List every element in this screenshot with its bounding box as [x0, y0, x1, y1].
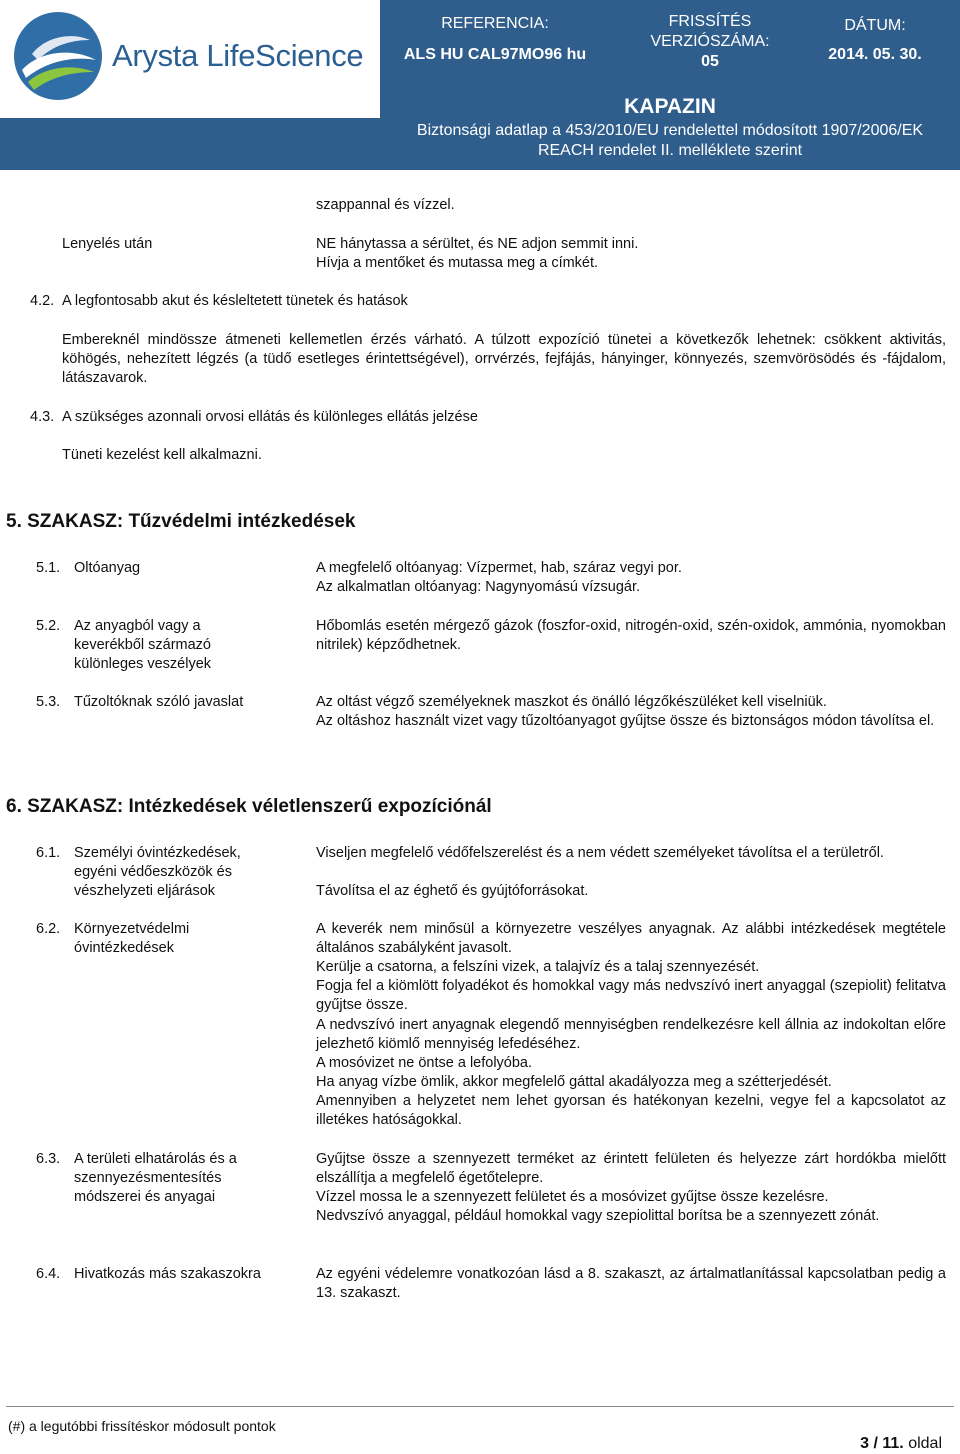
version-label-1: FRISSÍTÉS	[668, 13, 752, 30]
page-suffix: oldal	[903, 1435, 942, 1452]
section-4-3-number: 4.3.	[30, 409, 55, 425]
version-value: 05	[701, 53, 719, 70]
section-4-3-body: Tüneti kezelést kell alkalmazni.	[62, 447, 262, 463]
section-5-1-label: Oltóanyag	[74, 560, 141, 576]
section-6-3-text-1: Gyűjtse össze a szennyezett terméket az érintett felületen és helyezze zárt hordókba mielőtt elszállítja a megfelelő égetőtelepre.	[316, 1151, 946, 1186]
section-6-1-number: 6.1.	[36, 845, 61, 861]
section-6-3-label-3: módszerei és anyagai	[74, 1189, 216, 1205]
section-6-4-label: Hivatkozás más szakaszokra	[74, 1266, 261, 1282]
reference-value: ALS HU CAL97MO96 hu	[403, 46, 587, 63]
header-subtitle-1: Biztonsági adatlap a 453/2010/EU rendelettel módosított 1907/2006/EK	[416, 122, 924, 139]
logo	[0, 0, 380, 118]
section-6-2-text-5: A mosóvizet ne öntse a lefolyóba.	[316, 1055, 533, 1071]
ingestion-label: Lenyelés után	[62, 236, 153, 252]
section-5-3-text-1: Az oltást végző személyeknek maszkot és önálló légzőkészüléket kell viselniük.	[316, 694, 827, 710]
section-5-3-number: 5.3.	[36, 694, 61, 710]
section-4-2-body: Embereknél mindössze átmeneti kellemetlen érzés várható. A túlzott expozíció tünetei a következők lehetnek: csökkent aktivitás, köhögés, nehezített légzés (a tüdő esetleges érintettségével), orrvérzés, fejfájás, hányinger, könnyezés, szemvörösödés és -fájdalom, látászavarok.	[62, 332, 946, 386]
section-5-1-text-2: Az alkalmatlan oltóanyag: Nagynyomású vízsugár.	[316, 579, 641, 595]
section-6-1-label-3: vészhelyzeti eljárások	[74, 883, 216, 899]
section-6-2-label-2: óvintézkedések	[74, 940, 174, 956]
section-6-3-text-3: Nedvszívó anyaggal, például homokkal vagy szepiolittal borítsa be a szennyezett zónát.	[316, 1208, 880, 1224]
section-6-2-number: 6.2.	[36, 921, 61, 937]
section-5-2-text: Hőbomlás esetén mérgező gázok (foszfor-oxid, nitrogén-oxid, szén-oxidok, ammónia, nyomokban nitrilek) képződhetnek.	[316, 618, 946, 653]
section-5-2-label-1: Az anyagból vagy a	[74, 618, 201, 634]
section-4-2-number: 4.2.	[30, 293, 55, 309]
section-6-4-text: Az egyéni védelemre vonatkozóan lásd a 8. szakaszt, az ártalmatlanítással kapcsolatban pedig a 13. szakaszt.	[316, 1266, 946, 1301]
section-6-3-label-2: szennyezésmentesítés	[74, 1170, 222, 1186]
header-subtitle-2: REACH rendelet II. melléklete szerint	[537, 142, 803, 159]
section-6-4-number: 6.4.	[36, 1266, 61, 1282]
section-6-3-number: 6.3.	[36, 1151, 61, 1167]
section-6-1-label-1: Személyi óvintézkedések,	[74, 845, 241, 861]
section-5-3-label: Tűzoltóknak szóló javaslat	[74, 694, 244, 710]
section-6-3-label-1: A területi elhatárolás és a	[74, 1151, 237, 1167]
skin-contact-text: szappannal és vízzel.	[316, 197, 455, 213]
section-5-1-text-1: A megfelelő oltóanyag: Vízpermet, hab, száraz vegyi por.	[316, 560, 682, 576]
date-value: 2014. 05. 30.	[828, 46, 922, 63]
section-4-2-title: A legfontosabb akut és késleltetett tünetek és hatások	[62, 293, 408, 309]
footer-divider	[6, 1406, 954, 1407]
section-6-2-text-3: Fogja fel a kiömlött folyadékot és homokkal vagy más nedvszívó inert anyaggal (szepiolit) felitatva gyűjtse össze.	[316, 978, 946, 1013]
footer-note: (#) a legutóbbi frissítéskor módosult pontok	[8, 1418, 276, 1434]
section-6-1-text-1: Viseljen megfelelő védőfelszerelést és a nem védett személyeket távolítsa el a területről.	[316, 845, 884, 861]
document-header	[0, 0, 960, 170]
section-5-2-label-2: keverékből származó	[74, 637, 211, 653]
reference-label: REFERENCIA:	[441, 15, 549, 32]
section-5-3-text-2: Az oltáshoz használt vizet vagy tűzoltóanyagot gyűjtse össze és biztonságos módon távolítsa el.	[316, 713, 935, 729]
section-4-3-title: A szükséges azonnali orvosi ellátás és különleges ellátás jelzése	[62, 409, 478, 425]
section-5-1-number: 5.1.	[36, 560, 61, 576]
section-6-2-text-7: Amennyiben a helyzetet nem lehet gyorsan és hatékonyan kezelni, vegye fel a kapcsolatot az illetékes hatóságokkal.	[316, 1093, 946, 1128]
page-indicator	[860, 1434, 942, 1453]
section-6-title: 6. SZAKASZ: Intézkedések véletlenszerű expozíciónál	[6, 796, 492, 817]
version-label-2: VERZIÓSZÁMA:	[650, 33, 770, 50]
arysta-leaf-icon	[12, 10, 104, 102]
product-name: KAPAZIN	[624, 95, 716, 118]
date-label: DÁTUM:	[844, 17, 906, 34]
page-number: 3 / 11.	[860, 1435, 904, 1452]
section-5-2-number: 5.2.	[36, 618, 61, 634]
section-6-1-label-2: egyéni védőeszközök és	[74, 864, 232, 880]
section-6-1-text-2: Távolítsa el az éghető és gyújtóforrásokat.	[316, 883, 589, 899]
ingestion-text-2: Hívja a mentőket és mutassa meg a címkét.	[316, 255, 599, 271]
section-5-2-label-3: különleges veszélyek	[74, 656, 212, 672]
ingestion-text-1: NE hánytassa a sérültet, és NE adjon semmit inni.	[316, 236, 639, 252]
logo-text: Arysta LifeScience	[112, 38, 364, 73]
section-6-3-text-2: Vízzel mossa le a szennyezett felületet és a mosóvizet gyűjtse össze kezelésre.	[316, 1189, 829, 1205]
section-6-2-label-1: Környezetvédelmi	[74, 921, 190, 937]
section-6-2-text-6: Ha anyag vízbe ömlik, akkor megfelelő gáttal akadályozza meg a szétterjedését.	[316, 1074, 832, 1090]
section-5-title: 5. SZAKASZ: Tűzvédelmi intézkedések	[6, 511, 356, 532]
section-6-2-text-1: A keverék nem minősül a környezetre veszélyes anyagnak. Az alábbi intézkedések megtétele általános szabályként javasolt.	[316, 921, 946, 956]
section-6-2-text-4: A nedvszívó inert anyagnak elegendő mennyiségben rendelkezésre kell állnia az indokoltan előre jelezhető kiömlő mennyiség lefedéséhez.	[316, 1017, 946, 1052]
section-6-2-text-2: Kerülje a csatorna, a felszíni vizek, a talajvíz és a talaj szennyezését.	[316, 959, 760, 975]
